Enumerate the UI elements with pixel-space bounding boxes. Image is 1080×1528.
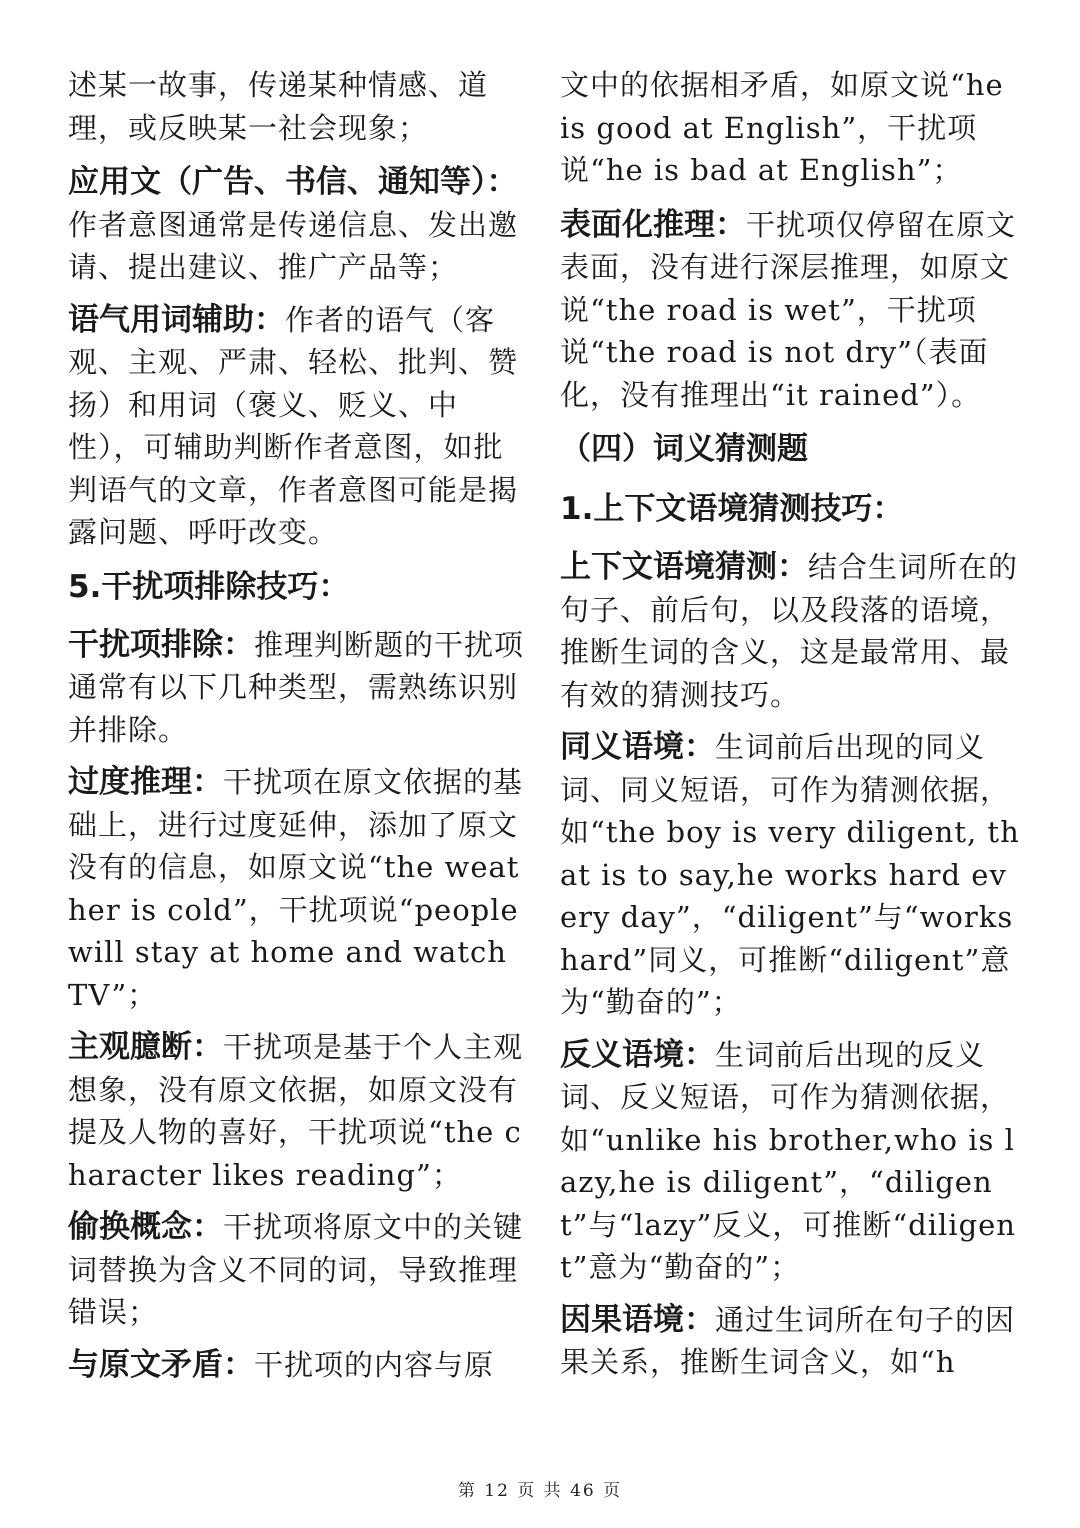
term-label: 应用文（广告、书信、通知等）： bbox=[68, 164, 518, 200]
page-footer: 第 12 页 共 46 页 bbox=[457, 1481, 623, 1501]
paragraph-over-inference bbox=[68, 761, 530, 1016]
term-label: 同义语境： bbox=[560, 729, 715, 765]
section-heading: （四）词义猜测题 bbox=[560, 431, 808, 467]
paragraph-text: 干扰项是基于个人主观想象，没有原文依据，如原文没有提及人物的喜好，干扰项说“the character likes reading”； bbox=[68, 1030, 524, 1192]
term-label: 干扰项排除： bbox=[68, 626, 254, 663]
right-column bbox=[560, 64, 1022, 1394]
paragraph-tone-wording bbox=[68, 299, 530, 554]
paragraph-text: 生词前后出现的同义词、同义短语，可作为猜测依据，如“the boy is very diligent, that is to say,he works hard every day”，“diligent”与“works hard”同义，可推断“diligent”意为“勤奋的”； bbox=[560, 730, 1020, 1019]
term-label: 上下文语境猜测： bbox=[560, 549, 808, 585]
paragraph-text: 干扰项仅停留在原文表面，没有进行深层推理，如原文说“the road is wet”，干扰项说“the road is not dry”（表面化，没有推理出“it rained”）。 bbox=[560, 207, 1017, 412]
paragraph-text: 文中的依据相矛盾，如原文说“he is good at English”，干扰项说“he is bad at English”； bbox=[560, 68, 1004, 187]
term-label: 表面化推理： bbox=[560, 206, 746, 243]
paragraph-text: 生词前后出现的反义词、反义短语，可作为猜测依据，如“unlike his brother,who is lazy,he is diligent”，“diligent”与“lazy”反义，可推断“diligent”意为“勤奋的”； bbox=[560, 1037, 1016, 1284]
paragraph-text: 作者的语气（客观、主观、严肃、轻松、批判、赞扬）和用词（褒义、贬义、中性），可辅助判断作者意图，如批判语气的文章，作者意图可能是揭露问题、呼吁改变。 bbox=[68, 302, 519, 549]
term-label: 反义语境： bbox=[560, 1036, 715, 1073]
paragraph-surface-inference bbox=[560, 204, 1022, 417]
term-label: 主观臆断： bbox=[68, 1029, 223, 1065]
term-label: 偷换概念： bbox=[68, 1209, 223, 1245]
term-label: 与原文矛盾： bbox=[68, 1346, 254, 1383]
paragraph-text: 述某一故事，传递某种情感、道理，或反映某一社会现象； bbox=[68, 68, 489, 145]
paragraph-text: 结合生词所在的句子、前后句，以及段落的语境，推断生词的含义，这是最常用、最有效的猜测技巧。 bbox=[560, 550, 1019, 712]
paragraph-distractor-elimination bbox=[68, 624, 530, 752]
paragraph-text: 干扰项在原文依据的基础上，进行过度延伸，添加了原文没有的信息，如原文说“the weather is cold”，干扰项说“people will stay at home and watch TV”； bbox=[68, 765, 524, 1012]
paragraph-cause-effect-context bbox=[560, 1299, 1022, 1384]
paragraph-text: 推理判断题的干扰项通常有以下几种类型，需熟练识别并排除。 bbox=[68, 627, 525, 747]
paragraph-application-text bbox=[68, 161, 530, 289]
paragraph-synonym-context bbox=[560, 726, 1022, 1024]
paragraph-context-guessing bbox=[560, 546, 1022, 716]
left-column bbox=[68, 64, 530, 1396]
paragraph-contradiction bbox=[68, 1344, 530, 1387]
subsection-heading: 1.上下文语境猜测技巧： bbox=[560, 491, 904, 527]
paragraph-text: 干扰项将原文中的关键词替换为含义不同的词，导致推理错误； bbox=[68, 1210, 524, 1329]
paragraph bbox=[68, 64, 530, 149]
paragraph-subjective-assumption bbox=[68, 1026, 530, 1196]
term-label: 因果语境： bbox=[560, 1301, 715, 1338]
paragraph bbox=[560, 64, 1022, 192]
term-label: 语气用词辅助： bbox=[68, 301, 285, 338]
paragraph-text: 通过生词所在句子的因果关系，推断生词含义，如“h bbox=[560, 1302, 1016, 1379]
paragraph-concept-swap bbox=[68, 1206, 530, 1334]
paragraph-antonym-context bbox=[560, 1034, 1022, 1289]
section-heading: 5.干扰项排除技巧： bbox=[68, 568, 350, 605]
paragraph-text: 作者意图通常是传递信息、发出邀请、提出建议、推广产品等； bbox=[68, 207, 519, 284]
paragraph-text: 干扰项的内容与原 bbox=[254, 1347, 495, 1382]
term-label: 过度推理： bbox=[68, 764, 223, 800]
